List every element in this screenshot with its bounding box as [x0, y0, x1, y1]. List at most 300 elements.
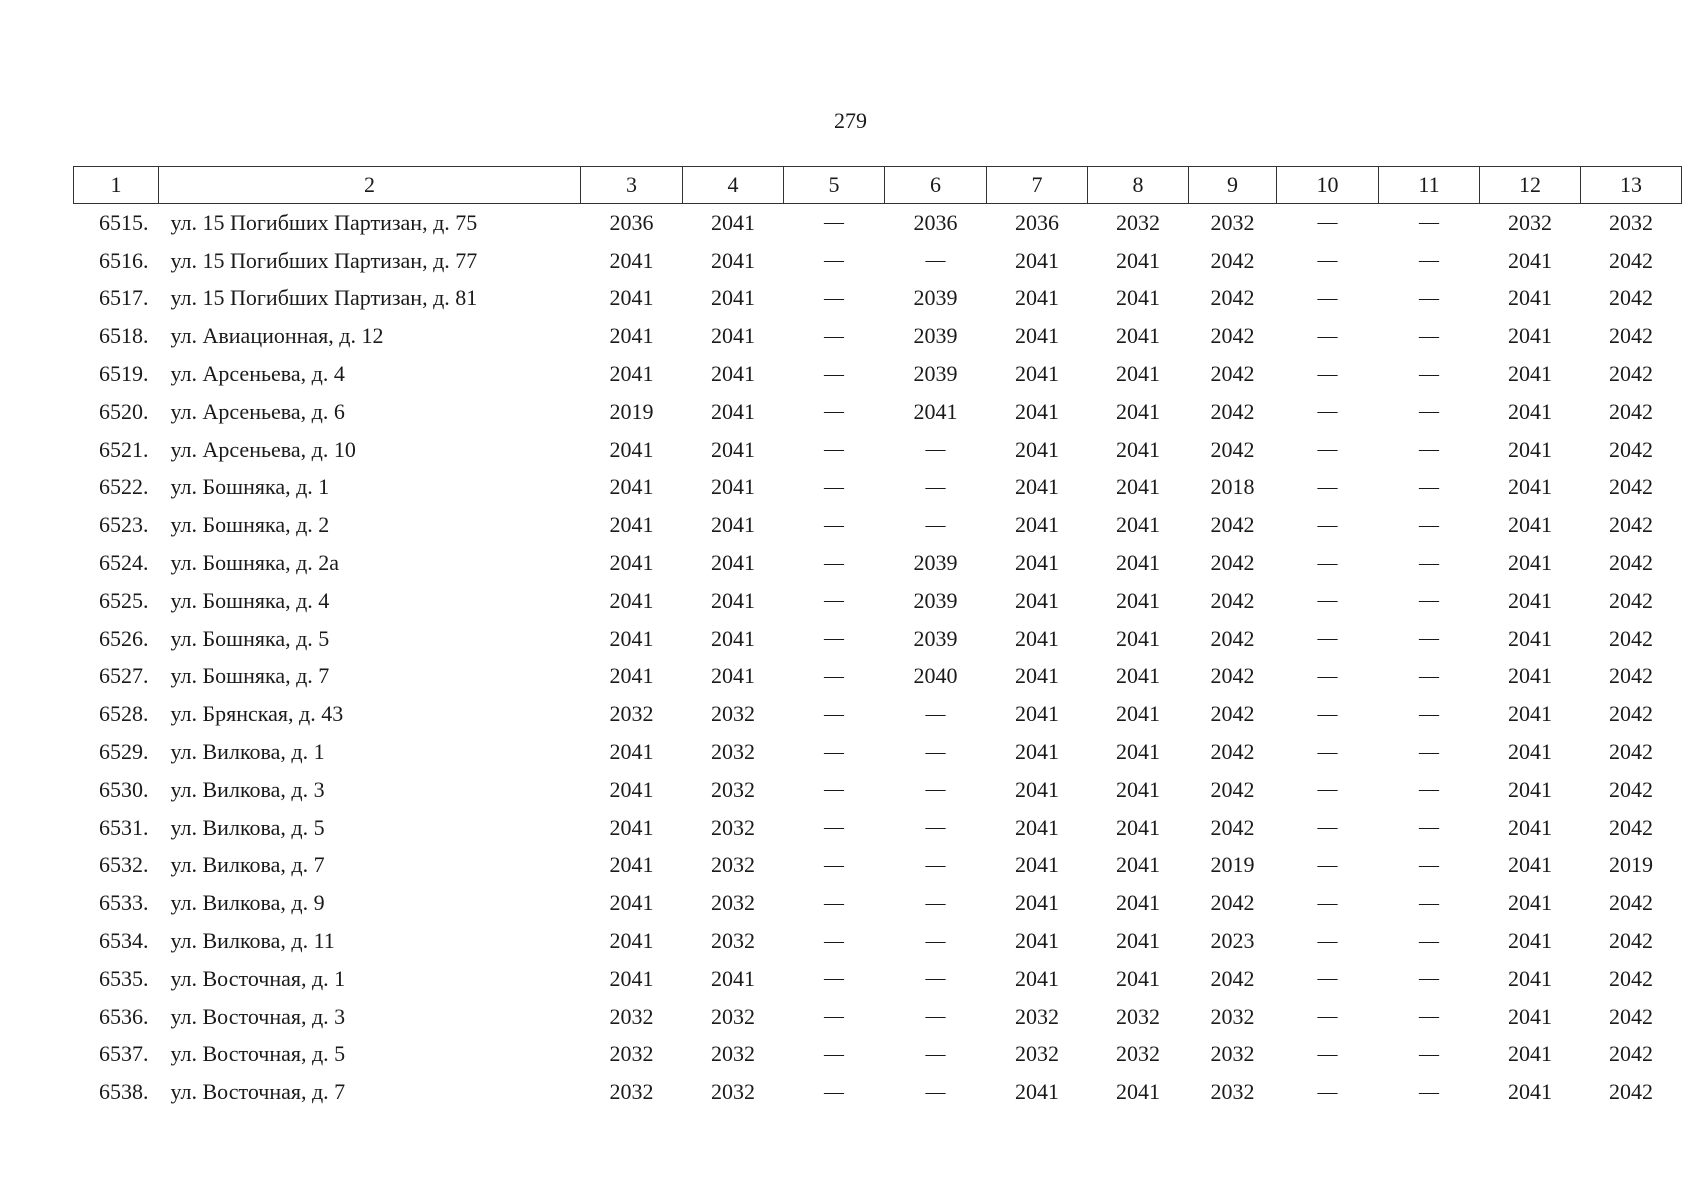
year-cell-col-6: — — [925, 740, 946, 763]
year-cell-col-11: — — [1419, 967, 1439, 990]
year-cell-col-9: 2042 — [1210, 814, 1255, 840]
year-cell-col-6: — — [925, 513, 946, 536]
year-cell-col-9: 2019 — [1210, 852, 1255, 878]
year-cell-col-12: 2041 — [1508, 247, 1552, 273]
year-cell-col-3: 2032 — [609, 1041, 654, 1067]
year-cell-col-3: 2041 — [609, 965, 654, 991]
table-row — [74, 620, 1682, 658]
year-cell-col-8: 2041 — [1116, 550, 1160, 576]
table-row — [74, 242, 1682, 280]
schedule-table — [73, 166, 1682, 1111]
row-number: 6518. — [99, 323, 149, 349]
year-cell-col-6: 2039 — [913, 323, 958, 349]
address-cell: ул. Бошняка, д. 2а — [170, 550, 340, 576]
year-cell-col-10: — — [1317, 286, 1338, 309]
year-cell-col-6: — — [925, 475, 946, 498]
year-cell-col-3: 2041 — [609, 814, 654, 840]
address-cell: ул. Бошняка, д. 4 — [170, 587, 330, 613]
year-cell-col-11: — — [1419, 740, 1439, 763]
table-row — [74, 582, 1682, 620]
year-cell-col-7: 2041 — [1015, 361, 1059, 387]
year-cell-col-13: 2042 — [1609, 361, 1653, 387]
year-cell-col-8: 2041 — [1116, 398, 1160, 424]
year-cell-col-13: 2042 — [1609, 701, 1653, 727]
year-cell-col-11: — — [1419, 1005, 1439, 1028]
row-number: 6521. — [99, 436, 149, 462]
row-number: 6527. — [99, 663, 149, 689]
year-cell-col-10: — — [1317, 891, 1338, 914]
year-cell-col-11: — — [1419, 853, 1439, 876]
table-row — [74, 998, 1682, 1036]
year-cell-col-9: 2042 — [1210, 285, 1255, 311]
year-cell-col-8: 2041 — [1116, 776, 1160, 802]
year-cell-col-3: 2041 — [609, 512, 654, 538]
year-cell-col-9: 2042 — [1210, 323, 1255, 349]
year-cell-col-5: — — [824, 475, 844, 498]
year-cell-col-10: — — [1317, 324, 1338, 347]
row-number: 6524. — [99, 550, 149, 576]
table-row — [74, 506, 1682, 544]
year-cell-col-11: — — [1419, 589, 1439, 612]
column-header-2: 2 — [159, 167, 581, 204]
year-cell-col-5: — — [824, 740, 844, 763]
year-cell-col-9: 2042 — [1210, 247, 1255, 273]
column-header-6: 6 — [885, 167, 987, 204]
year-cell-col-5: — — [824, 1042, 844, 1065]
row-number: 6533. — [99, 890, 149, 916]
year-cell-col-13: 2042 — [1609, 398, 1653, 424]
year-cell-col-5: — — [824, 324, 844, 347]
year-cell-col-3: 2041 — [609, 739, 654, 765]
year-cell-col-12: 2041 — [1508, 323, 1552, 349]
year-cell-col-13: 2042 — [1609, 436, 1653, 462]
address-cell: ул. Вилкова, д. 5 — [170, 814, 325, 840]
year-cell-col-13: 2042 — [1609, 663, 1653, 689]
year-cell-col-11: — — [1419, 778, 1439, 801]
year-cell-col-4: 2041 — [711, 247, 755, 273]
year-cell-col-11: — — [1419, 400, 1439, 423]
table-row — [74, 469, 1682, 507]
year-cell-col-11: — — [1419, 551, 1439, 574]
year-cell-col-3: 2041 — [609, 436, 654, 462]
year-cell-col-7: 2041 — [1015, 965, 1059, 991]
year-cell-col-5: — — [824, 627, 844, 650]
year-cell-col-11: — — [1419, 286, 1439, 309]
year-cell-col-9: 2042 — [1210, 965, 1255, 991]
year-cell-col-4: 2032 — [711, 1003, 755, 1029]
year-cell-col-5: — — [824, 438, 844, 461]
page-number: 279 — [834, 108, 867, 133]
year-cell-col-6: — — [925, 967, 946, 990]
year-cell-col-12: 2041 — [1508, 852, 1552, 878]
year-cell-col-5: — — [824, 400, 844, 423]
year-cell-col-11: — — [1419, 891, 1439, 914]
year-cell-col-12: 2041 — [1508, 776, 1552, 802]
year-cell-col-6: 2039 — [913, 625, 958, 651]
year-cell-col-7: 2041 — [1015, 852, 1059, 878]
address-cell: ул. Восточная, д. 5 — [170, 1041, 346, 1067]
table-row — [74, 922, 1682, 960]
address-cell: ул. Бошняка, д. 5 — [170, 625, 330, 651]
year-cell-col-4: 2041 — [711, 209, 755, 235]
year-cell-col-12: 2041 — [1508, 285, 1552, 311]
year-cell-col-13: 2042 — [1609, 550, 1653, 576]
address-cell: ул. 15 Погибших Партизан, д. 77 — [170, 247, 478, 273]
year-cell-col-10: — — [1317, 211, 1338, 234]
column-header-5: 5 — [784, 167, 885, 204]
year-cell-col-3: 2041 — [609, 625, 654, 651]
year-cell-col-4: 2032 — [711, 814, 755, 840]
year-cell-col-8: 2041 — [1116, 1079, 1160, 1105]
year-cell-col-6: 2039 — [913, 587, 958, 613]
year-cell-col-12: 2032 — [1508, 209, 1552, 235]
table-row — [74, 695, 1682, 733]
year-cell-col-13: 2042 — [1609, 247, 1653, 273]
year-cell-col-12: 2041 — [1508, 398, 1552, 424]
column-header-4: 4 — [683, 167, 784, 204]
year-cell-col-11: — — [1419, 702, 1439, 725]
year-cell-col-11: — — [1419, 438, 1439, 461]
year-cell-col-9: 2042 — [1210, 663, 1255, 689]
year-cell-col-13: 2042 — [1609, 928, 1653, 954]
year-cell-col-4: 2032 — [711, 928, 755, 954]
year-cell-col-7: 2041 — [1015, 512, 1059, 538]
year-cell-col-9: 2042 — [1210, 739, 1255, 765]
year-cell-col-11: — — [1419, 249, 1439, 272]
year-cell-col-3: 2041 — [609, 247, 654, 273]
year-cell-col-9: 2042 — [1210, 512, 1255, 538]
year-cell-col-4: 2041 — [711, 550, 755, 576]
year-cell-col-10: — — [1317, 627, 1338, 650]
year-cell-col-7: 2041 — [1015, 814, 1059, 840]
year-cell-col-13: 2042 — [1609, 512, 1653, 538]
year-cell-col-7: 2032 — [1015, 1041, 1059, 1067]
year-cell-col-4: 2032 — [711, 701, 755, 727]
address-cell: ул. Авиационная, д. 12 — [170, 323, 384, 349]
year-cell-col-6: 2039 — [913, 550, 958, 576]
year-cell-col-9: 2042 — [1210, 550, 1255, 576]
year-cell-col-7: 2041 — [1015, 776, 1059, 802]
address-cell: ул. Бошняка, д. 2 — [170, 512, 330, 538]
year-cell-col-7: 2041 — [1015, 701, 1059, 727]
year-cell-col-12: 2041 — [1508, 739, 1552, 765]
year-cell-col-9: 2032 — [1210, 1003, 1255, 1029]
year-cell-col-4: 2041 — [711, 285, 755, 311]
year-cell-col-3: 2041 — [609, 663, 654, 689]
year-cell-col-6: — — [925, 702, 946, 725]
year-cell-col-7: 2041 — [1015, 550, 1059, 576]
year-cell-col-6: 2039 — [913, 361, 958, 387]
year-cell-col-5: — — [824, 664, 844, 687]
year-cell-col-9: 2042 — [1210, 890, 1255, 916]
year-cell-col-13: 2042 — [1609, 323, 1653, 349]
year-cell-col-8: 2041 — [1116, 852, 1160, 878]
address-cell: ул. Восточная, д. 1 — [170, 965, 346, 991]
table-row — [74, 658, 1682, 696]
year-cell-col-6: — — [925, 1005, 946, 1028]
year-cell-col-8: 2041 — [1116, 814, 1160, 840]
year-cell-col-11: — — [1419, 627, 1439, 650]
year-cell-col-10: — — [1317, 249, 1338, 272]
year-cell-col-13: 2019 — [1609, 852, 1653, 878]
year-cell-col-8: 2032 — [1116, 1041, 1160, 1067]
year-cell-col-4: 2041 — [711, 512, 755, 538]
row-number: 6520. — [99, 398, 149, 424]
address-cell: ул. Арсеньева, д. 10 — [170, 436, 356, 462]
year-cell-col-12: 2041 — [1508, 1079, 1552, 1105]
year-cell-col-11: — — [1419, 816, 1439, 839]
year-cell-col-10: — — [1317, 853, 1338, 876]
year-cell-col-4: 2041 — [711, 625, 755, 651]
year-cell-col-10: — — [1317, 589, 1338, 612]
row-number: 6525. — [99, 587, 149, 613]
address-cell: ул. Вилкова, д. 3 — [170, 776, 325, 802]
year-cell-col-8: 2041 — [1116, 663, 1160, 689]
year-cell-col-6: — — [925, 1042, 946, 1065]
table-body — [74, 204, 1682, 1112]
year-cell-col-12: 2041 — [1508, 701, 1552, 727]
year-cell-col-4: 2032 — [711, 776, 755, 802]
year-cell-col-5: — — [824, 513, 844, 536]
year-cell-col-10: — — [1317, 1005, 1338, 1028]
year-cell-col-12: 2041 — [1508, 814, 1552, 840]
row-number: 6538. — [99, 1079, 149, 1105]
year-cell-col-3: 2041 — [609, 587, 654, 613]
row-number: 6532. — [99, 852, 149, 878]
year-cell-col-11: — — [1419, 324, 1439, 347]
year-cell-col-11: — — [1419, 664, 1439, 687]
year-cell-col-3: 2041 — [609, 323, 654, 349]
row-number: 6535. — [99, 965, 149, 991]
column-header-9: 9 — [1189, 167, 1277, 204]
year-cell-col-10: — — [1317, 1042, 1338, 1065]
year-cell-col-10: — — [1317, 967, 1338, 990]
year-cell-col-5: — — [824, 853, 844, 876]
year-cell-col-10: — — [1317, 551, 1338, 574]
year-cell-col-6: 2041 — [913, 398, 958, 424]
table-row — [74, 393, 1682, 431]
year-cell-col-7: 2041 — [1015, 625, 1059, 651]
row-number: 6529. — [99, 739, 149, 765]
year-cell-col-10: — — [1317, 778, 1338, 801]
year-cell-col-9: 2042 — [1210, 398, 1255, 424]
year-cell-col-7: 2041 — [1015, 474, 1059, 500]
year-cell-col-3: 2041 — [609, 285, 654, 311]
year-cell-col-11: — — [1419, 362, 1439, 385]
year-cell-col-5: — — [824, 362, 844, 385]
year-cell-col-3: 2041 — [609, 776, 654, 802]
year-cell-col-4: 2041 — [711, 474, 755, 500]
year-cell-col-6: — — [925, 816, 946, 839]
year-cell-col-6: — — [925, 778, 946, 801]
year-cell-col-3: 2041 — [609, 890, 654, 916]
table-row — [74, 733, 1682, 771]
year-cell-col-12: 2041 — [1508, 550, 1552, 576]
year-cell-col-10: — — [1317, 400, 1338, 423]
year-cell-col-5: — — [824, 1005, 844, 1028]
address-cell: ул. Восточная, д. 3 — [170, 1003, 346, 1029]
year-cell-col-13: 2042 — [1609, 1003, 1653, 1029]
year-cell-col-7: 2041 — [1015, 323, 1059, 349]
year-cell-col-3: 2041 — [609, 550, 654, 576]
year-cell-col-8: 2041 — [1116, 285, 1160, 311]
year-cell-col-4: 2041 — [711, 587, 755, 613]
year-cell-col-4: 2041 — [711, 361, 755, 387]
table-row — [74, 771, 1682, 809]
year-cell-col-3: 2019 — [609, 398, 654, 424]
year-cell-col-13: 2042 — [1609, 285, 1653, 311]
year-cell-col-9: 2042 — [1210, 361, 1255, 387]
year-cell-col-7: 2041 — [1015, 398, 1059, 424]
year-cell-col-8: 2041 — [1116, 474, 1160, 500]
year-cell-col-10: — — [1317, 740, 1338, 763]
year-cell-col-12: 2041 — [1508, 1041, 1552, 1067]
year-cell-col-11: — — [1419, 1042, 1439, 1065]
row-number: 6534. — [99, 928, 149, 954]
year-cell-col-8: 2041 — [1116, 247, 1160, 273]
year-cell-col-5: — — [824, 1080, 844, 1103]
year-cell-col-13: 2032 — [1609, 209, 1653, 235]
year-cell-col-7: 2041 — [1015, 1079, 1059, 1105]
year-cell-col-11: — — [1419, 929, 1439, 952]
year-cell-col-13: 2042 — [1609, 625, 1653, 651]
row-number: 6526. — [99, 625, 149, 651]
year-cell-col-4: 2041 — [711, 436, 755, 462]
table-row — [74, 544, 1682, 582]
year-cell-col-8: 2032 — [1116, 209, 1160, 235]
row-number: 6528. — [99, 701, 149, 727]
column-header-1: 1 — [74, 167, 159, 204]
year-cell-col-10: — — [1317, 1080, 1338, 1103]
row-number: 6517. — [99, 285, 149, 311]
row-number: 6519. — [99, 361, 149, 387]
table-row — [74, 809, 1682, 847]
year-cell-col-7: 2041 — [1015, 247, 1059, 273]
year-cell-col-5: — — [824, 211, 844, 234]
year-cell-col-8: 2041 — [1116, 625, 1160, 651]
row-number: 6530. — [99, 776, 149, 802]
year-cell-col-4: 2041 — [711, 398, 755, 424]
column-header-11: 11 — [1379, 167, 1480, 204]
year-cell-col-4: 2032 — [711, 852, 755, 878]
table-row — [74, 355, 1682, 393]
column-header-3: 3 — [581, 167, 683, 204]
row-number: 6531. — [99, 814, 149, 840]
year-cell-col-8: 2041 — [1116, 701, 1160, 727]
year-cell-col-7: 2041 — [1015, 739, 1059, 765]
year-cell-col-3: 2032 — [609, 1003, 654, 1029]
address-cell: ул. Бошняка, д. 1 — [170, 474, 330, 500]
year-cell-col-13: 2042 — [1609, 474, 1653, 500]
year-cell-col-9: 2032 — [1210, 1041, 1255, 1067]
year-cell-col-10: — — [1317, 513, 1338, 536]
year-cell-col-9: 2023 — [1210, 928, 1255, 954]
column-header-12: 12 — [1480, 167, 1581, 204]
year-cell-col-6: 2040 — [913, 663, 958, 689]
year-cell-col-5: — — [824, 286, 844, 309]
year-cell-col-9: 2042 — [1210, 776, 1255, 802]
row-number: 6523. — [99, 512, 149, 538]
table-row — [74, 204, 1682, 242]
year-cell-col-12: 2041 — [1508, 436, 1552, 462]
year-cell-col-9: 2042 — [1210, 625, 1255, 651]
year-cell-col-5: — — [824, 891, 844, 914]
year-cell-col-8: 2041 — [1116, 928, 1160, 954]
year-cell-col-6: — — [925, 249, 946, 272]
year-cell-col-7: 2041 — [1015, 285, 1059, 311]
year-cell-col-3: 2036 — [609, 209, 654, 235]
year-cell-col-4: 2041 — [711, 965, 755, 991]
year-cell-col-9: 2032 — [1210, 209, 1255, 235]
year-cell-col-7: 2032 — [1015, 1003, 1059, 1029]
year-cell-col-9: 2032 — [1210, 1079, 1255, 1105]
year-cell-col-13: 2042 — [1609, 776, 1653, 802]
year-cell-col-13: 2042 — [1609, 890, 1653, 916]
year-cell-col-3: 2041 — [609, 852, 654, 878]
year-cell-col-8: 2041 — [1116, 512, 1160, 538]
year-cell-col-10: — — [1317, 362, 1338, 385]
row-number: 6536. — [99, 1003, 149, 1029]
column-header-13: 13 — [1581, 167, 1682, 204]
year-cell-col-12: 2041 — [1508, 890, 1552, 916]
year-cell-col-10: — — [1317, 702, 1338, 725]
row-number: 6516. — [99, 247, 149, 273]
year-cell-col-10: — — [1317, 816, 1338, 839]
year-cell-col-7: 2036 — [1015, 209, 1059, 235]
year-cell-col-13: 2042 — [1609, 587, 1653, 613]
year-cell-col-8: 2041 — [1116, 323, 1160, 349]
year-cell-col-8: 2041 — [1116, 890, 1160, 916]
year-cell-col-7: 2041 — [1015, 928, 1059, 954]
year-cell-col-4: 2032 — [711, 890, 755, 916]
row-number: 6515. — [99, 209, 149, 235]
address-cell: ул. Бошняка, д. 7 — [170, 663, 330, 689]
column-header-8: 8 — [1088, 167, 1189, 204]
row-number: 6522. — [99, 474, 149, 500]
year-cell-col-11: — — [1419, 211, 1439, 234]
row-number: 6537. — [99, 1041, 149, 1067]
year-cell-col-5: — — [824, 967, 844, 990]
column-header-7: 7 — [987, 167, 1088, 204]
year-cell-col-12: 2041 — [1508, 361, 1552, 387]
year-cell-col-3: 2041 — [609, 928, 654, 954]
table-row — [74, 280, 1682, 318]
year-cell-col-6: — — [925, 929, 946, 952]
year-cell-col-5: — — [824, 816, 844, 839]
address-cell: ул. Вилкова, д. 11 — [170, 928, 335, 954]
year-cell-col-12: 2041 — [1508, 625, 1552, 651]
year-cell-col-8: 2041 — [1116, 965, 1160, 991]
year-cell-col-12: 2041 — [1508, 512, 1552, 538]
table-row — [74, 1036, 1682, 1074]
table-row — [74, 431, 1682, 469]
year-cell-col-9: 2018 — [1210, 474, 1255, 500]
year-cell-col-9: 2042 — [1210, 436, 1255, 462]
year-cell-col-5: — — [824, 778, 844, 801]
year-cell-col-7: 2041 — [1015, 436, 1059, 462]
year-cell-col-11: — — [1419, 1080, 1439, 1103]
year-cell-col-11: — — [1419, 513, 1439, 536]
year-cell-col-8: 2032 — [1116, 1003, 1160, 1029]
year-cell-col-12: 2041 — [1508, 663, 1552, 689]
year-cell-col-12: 2041 — [1508, 587, 1552, 613]
year-cell-col-4: 2032 — [711, 739, 755, 765]
year-cell-col-13: 2042 — [1609, 814, 1653, 840]
year-cell-col-12: 2041 — [1508, 965, 1552, 991]
year-cell-col-13: 2042 — [1609, 965, 1653, 991]
year-cell-col-6: 2036 — [913, 209, 958, 235]
table-row — [74, 1073, 1682, 1111]
